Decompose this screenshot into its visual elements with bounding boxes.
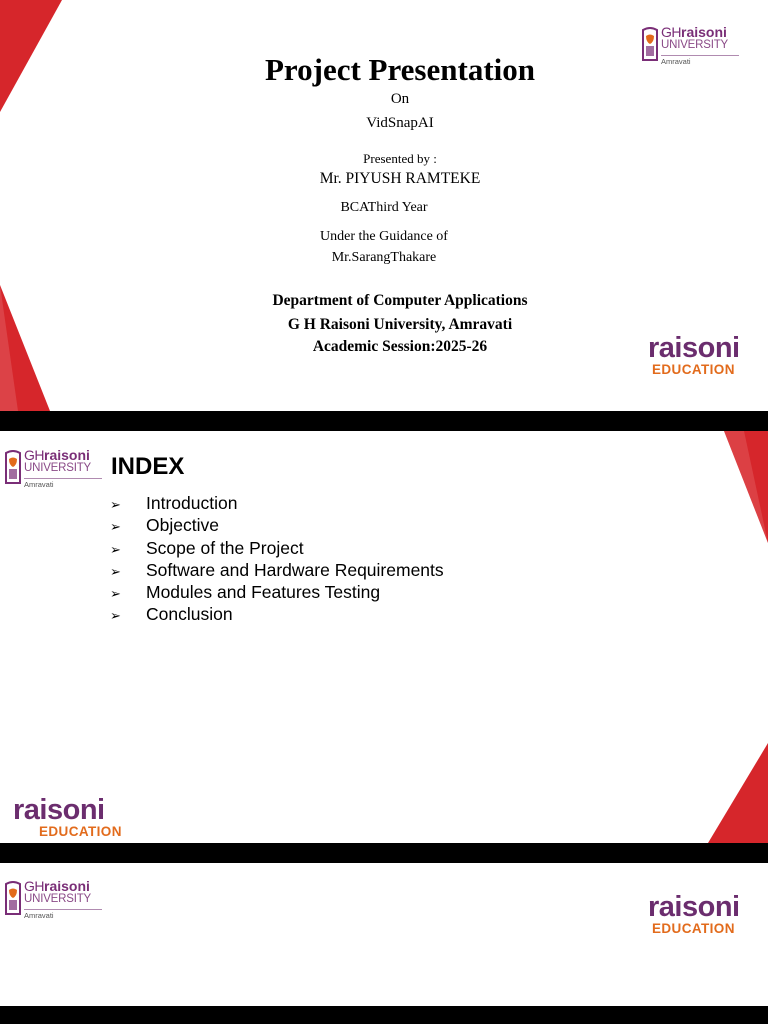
- university-name: G H Raisoni University, Amravati: [287, 316, 513, 333]
- project-name: VidSnapAI: [366, 115, 434, 131]
- list-item: ➢ Scope of the Project: [110, 537, 444, 559]
- gh-raisoni-university-logo: GHraisoni UNIVERSITY Amravati: [4, 878, 104, 926]
- on-label: On: [390, 91, 410, 107]
- arrow-bullet-icon: ➢: [110, 542, 121, 558]
- index-list: [110, 492, 444, 626]
- lion-emblem-icon: [4, 449, 22, 487]
- lion-emblem-icon: [4, 880, 22, 918]
- list-item: ➢ Software and Hardware Requirements: [110, 559, 444, 581]
- raisoni-education-logo: raisoni EDUCATION: [648, 332, 740, 377]
- list-item: ➢ Conclusion: [110, 603, 444, 625]
- raisoni-education-logo: raisoni EDUCATION: [13, 794, 122, 839]
- next-slide-partial: [0, 863, 768, 1006]
- department-name: Department of Computer Applications: [272, 292, 528, 309]
- arrow-bullet-icon: ➢: [110, 564, 121, 580]
- raisoni-education-logo: raisoni EDUCATION: [648, 891, 740, 936]
- lion-emblem-icon: [641, 26, 659, 64]
- corner-triangle-top-right: [724, 431, 768, 543]
- corner-triangle-bottom-left: [0, 285, 50, 411]
- arrow-bullet-icon: ➢: [110, 520, 121, 536]
- academic-year: BCAThird Year: [340, 200, 428, 215]
- list-item: ➢ Modules and Features Testing: [110, 581, 444, 603]
- corner-triangle-top-left: [0, 0, 62, 112]
- presenter-name: Mr. PIYUSH RAMTEKE: [319, 170, 481, 187]
- arrow-bullet-icon: ➢: [110, 609, 121, 625]
- gh-raisoni-university-logo: GHraisoni UNIVERSITY Amravati: [641, 24, 741, 72]
- arrow-bullet-icon: ➢: [110, 498, 121, 513]
- guide-name: Mr.SarangThakare: [331, 250, 437, 265]
- arrow-bullet-icon: ➢: [110, 587, 121, 603]
- presented-by-label: Presented by :: [363, 151, 437, 166]
- index-slide: [0, 431, 768, 843]
- guidance-label: Under the Guidance of: [320, 229, 448, 244]
- title-slide: [0, 0, 768, 411]
- list-item: ➢ Introduction: [110, 492, 444, 514]
- academic-session: Academic Session:2025-26: [312, 338, 488, 355]
- presentation-title: Project Presentation: [264, 52, 535, 87]
- list-item: ➢ Objective: [110, 514, 444, 536]
- index-heading: INDEX: [111, 453, 185, 480]
- corner-triangle-bottom-right: [708, 743, 768, 843]
- gh-raisoni-university-logo: GHraisoni UNIVERSITY Amravati: [4, 447, 104, 495]
